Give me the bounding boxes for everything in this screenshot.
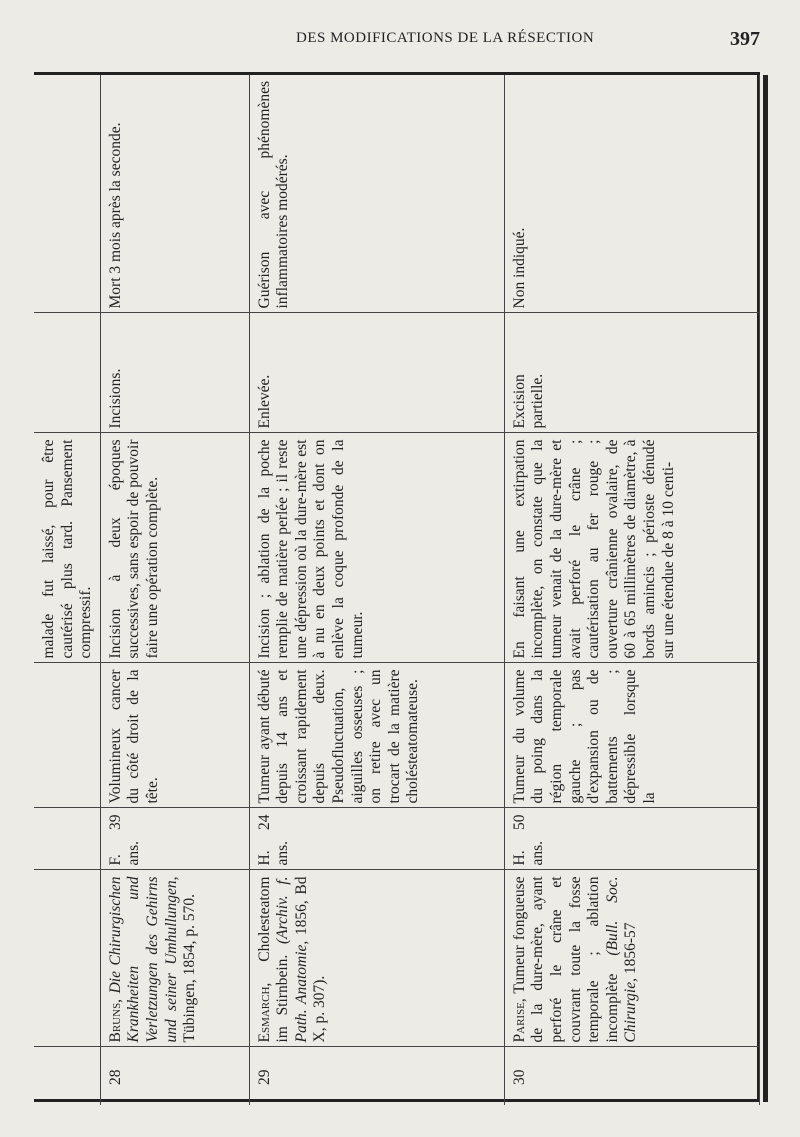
page-number: 397 xyxy=(730,28,760,50)
case-result: Guérison avec phénomènes inflammatoires modérés. xyxy=(249,75,504,313)
running-title: DES MODIFICATIONS DE LA RÉSECTION xyxy=(296,30,595,46)
case-sex-age: F. 39 ans. xyxy=(100,808,249,870)
case-description: Tumeur ayant débuté depuis 14 ans et croissant rapidement depuis deux. Pseudofluctuation, aiguilles osseuses ; on retire avec un trocart de la matière cholésteatomateuse. xyxy=(249,663,504,808)
rotated-table-content xyxy=(34,75,760,1105)
case-result: Mort 3 mois après la seconde. xyxy=(100,75,249,313)
case-description: Tumeur du volume du poing dans la région temporale gauche ; pas d'expansion ou de battements ; dépressible lorsque la xyxy=(504,663,759,808)
case-bone-treatment: Incisions. xyxy=(100,313,249,433)
case-source: Parise, Tumeur fongueuse de la dure-mère, ayant perforé le crâne et couvrant toute la fosse temporale ; ablation incomplète (Bull. Soc. Chirurgie, 1856-57 xyxy=(504,870,759,1047)
case-number: 30 xyxy=(510,1069,528,1085)
case-sex-age: H. 50 ans. xyxy=(504,808,759,870)
case-operation: En faisant une extirpation incomplète, on constate que la tumeur venait de la dure-mère et avait perforé le crâne ; cautérisation au fer rouge ; ouverture crânienne ovalaire, de 60 à 65 millimètres de diamètre, à bords amincis ; périoste dénudé sur une étendue de 8 à 10 centi- xyxy=(504,433,759,663)
continued-operation-text: malade fut laissé, pour être cautérisé plus tard. Pansement compressif. xyxy=(34,433,100,663)
case-operation: Incision ; ablation de la poche remplie de matière perlée ; il reste une dépression où la dure-mère est à nu en deux points et dont on enlève la coque profonde de la tumeur. xyxy=(249,433,504,663)
case-number: 28 xyxy=(106,1069,124,1085)
table-row xyxy=(249,75,504,1105)
case-description: Volumineux cancer du côté droit de la tête. xyxy=(100,663,249,808)
case-result: Non indiqué. xyxy=(504,75,759,313)
case-number: 29 xyxy=(255,1069,273,1085)
case-source: Esmarch, Cholesteatom im Stirnbein. (Archiv. f. Path. Anatomie, 1856, Bd X, p. 307). xyxy=(249,870,504,1047)
table-row xyxy=(504,75,759,1105)
case-bone-treatment: Excision partielle. xyxy=(504,313,759,433)
case-bone-treatment: Enlevée. xyxy=(249,313,504,433)
case-sex-age: H. 24 ans. xyxy=(249,808,504,870)
rotated-table-frame xyxy=(34,72,760,1102)
cases-table xyxy=(34,75,760,1105)
table-row xyxy=(100,75,249,1105)
table-top-rule xyxy=(34,75,100,1105)
case-operation: Incision à deux époques successives, sans espoir de pouvoir faire une opération complète. xyxy=(100,433,249,663)
case-source: Bruns, Die Chirurgischen Krankheiten und Verletzungen des Gehirns und seiner Umhullungen, Tübingen, 1854, p. 570. xyxy=(100,870,249,1047)
